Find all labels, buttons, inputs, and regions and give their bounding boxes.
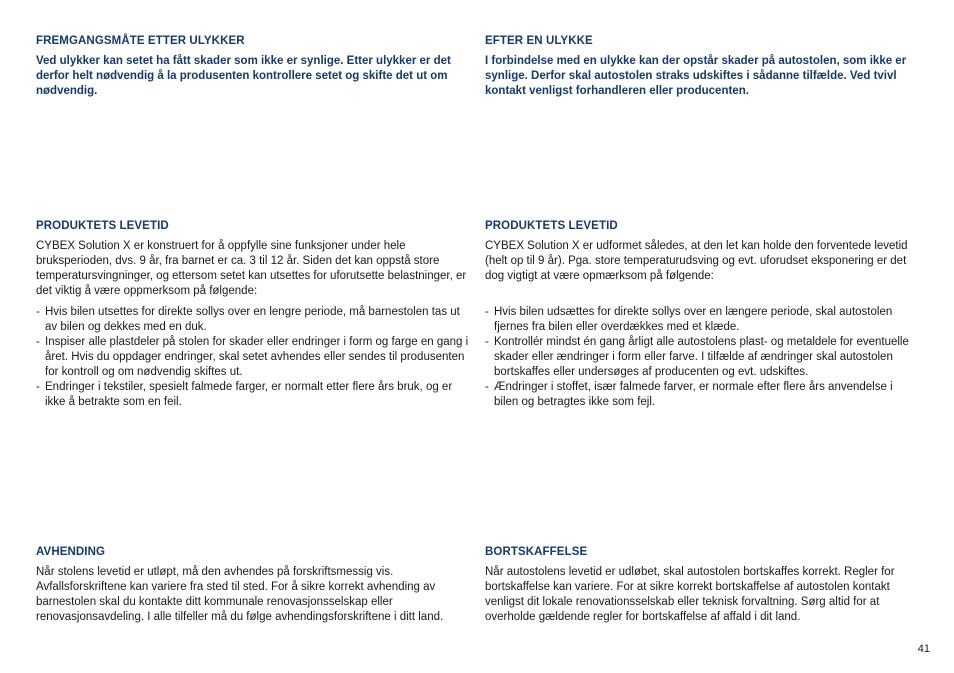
bullet-list [485,305,920,410]
section-title: BORTSKAFFELSE [485,546,588,558]
section-text: I forbindelse med en ulykke kan der opstår skader på autostolen, som ikke er synlige. Derfor skal autostolen straks udskiftes i sådanne tilfælde. Ved tvivl kontakt venligst forhandleren eller producenten. [485,55,907,97]
section-text: Når stolens levetid er utløpt, må den avhendes på forskriftsmessig vis. Avfallsforskriftene kan variere fra sted til sted. For å sikre korrekt avhending av barnestolen skal du kontakte ditt kommunale renovasjonsselskap eller renovasjonsavdeling. I alle tilfeller må du følge avhendingsforskriftene i ditt land. [36,566,444,623]
section-accident-da [485,34,920,99]
section-lifetime-no [36,219,471,410]
section-disposal-da [485,545,920,625]
section-text: CYBEX Solution X er konstruert for å oppfylle sine funksjoner under hele bruksperioden, dvs. 9 år, fra barnet er ca. 3 til 12 år. Siden det kan oppstå store temperatursvingninger, og ettersom setet kan utsettes for uforutsette belastninger, er det viktig å være oppmerksom på følgende: [36,240,467,297]
section-title: EFTER EN ULYKKE [485,35,593,47]
bullet-list [36,305,471,410]
section-lifetime-da [485,219,920,410]
section-text: Når autostolens levetid er udløbet, skal autostolen bortskaffes korrekt. Regler for bortskaffelse kan variere. For at sikre korrekt bortskaffelse af autostolen kontakt venligst dit lokale renovationsselskab eller teknisk forvaltning. Sørg altid for at overholde gældende regler for bortskaffelse af affald i dit land. [485,566,895,623]
page-number: 41 [917,643,930,655]
list-item: - Kontrollér mindst én gang årligt alle autostolens plast- og metaldele for eventuelle skader eller ændringer i form eller farve. I tilfælde af ændringer skal autostolen bortskaffes eller undersøges af producenten og evt. udskiftes. [485,335,920,380]
section-title: FREMGANGSMÅTE ETTER ULYKKER [36,35,245,47]
list-item: - Hvis bilen utsettes for direkte sollys over en lengre periode, må barnestolen tas ut av bilen og dekkes med en duk. [36,305,471,335]
list-item: - Endringer i tekstiler, spesielt falmede farger, er normalt etter flere års bruk, og er ikke å betrakte som en feil. [36,380,471,410]
section-title: PRODUKTETS LEVETID [36,220,169,232]
section-title: PRODUKTETS LEVETID [485,220,618,232]
list-item: - Hvis bilen udsættes for direkte sollys over en længere periode, skal autostolen fjernes fra bilen eller overdækkes med et klæde. [485,305,920,335]
list-item: - Ændringer i stoffet, især falmede farver, er normale efter flere års anvendelse i bilen og betragtes ikke som fejl. [485,380,920,410]
section-text: CYBEX Solution X er udformet således, at den let kan holde den forventede levetid (helt op til 9 år). Pga. store temperaturudsving og evt. uforudset eksponering er det dog vigtigt at være opmærksom på følgende: [485,240,908,282]
section-title: AVHENDING [36,546,106,558]
list-item: - Inspiser alle plastdeler på stolen for skader eller endringer i form og farge en gang i året. Hvis du oppdager endringer, skal setet avhendes eller sendes til produsenten for kontroll og om nødvendig skiftes ut. [36,335,471,380]
section-disposal-no [36,545,471,625]
section-text: Ved ulykker kan setet ha fått skader som ikke er synlige. Etter ulykker er det derfor helt nødvendig å la produsenten kontrollere setet og skifte det ut om nødvendig. [36,55,451,97]
section-accident-no [36,34,471,99]
